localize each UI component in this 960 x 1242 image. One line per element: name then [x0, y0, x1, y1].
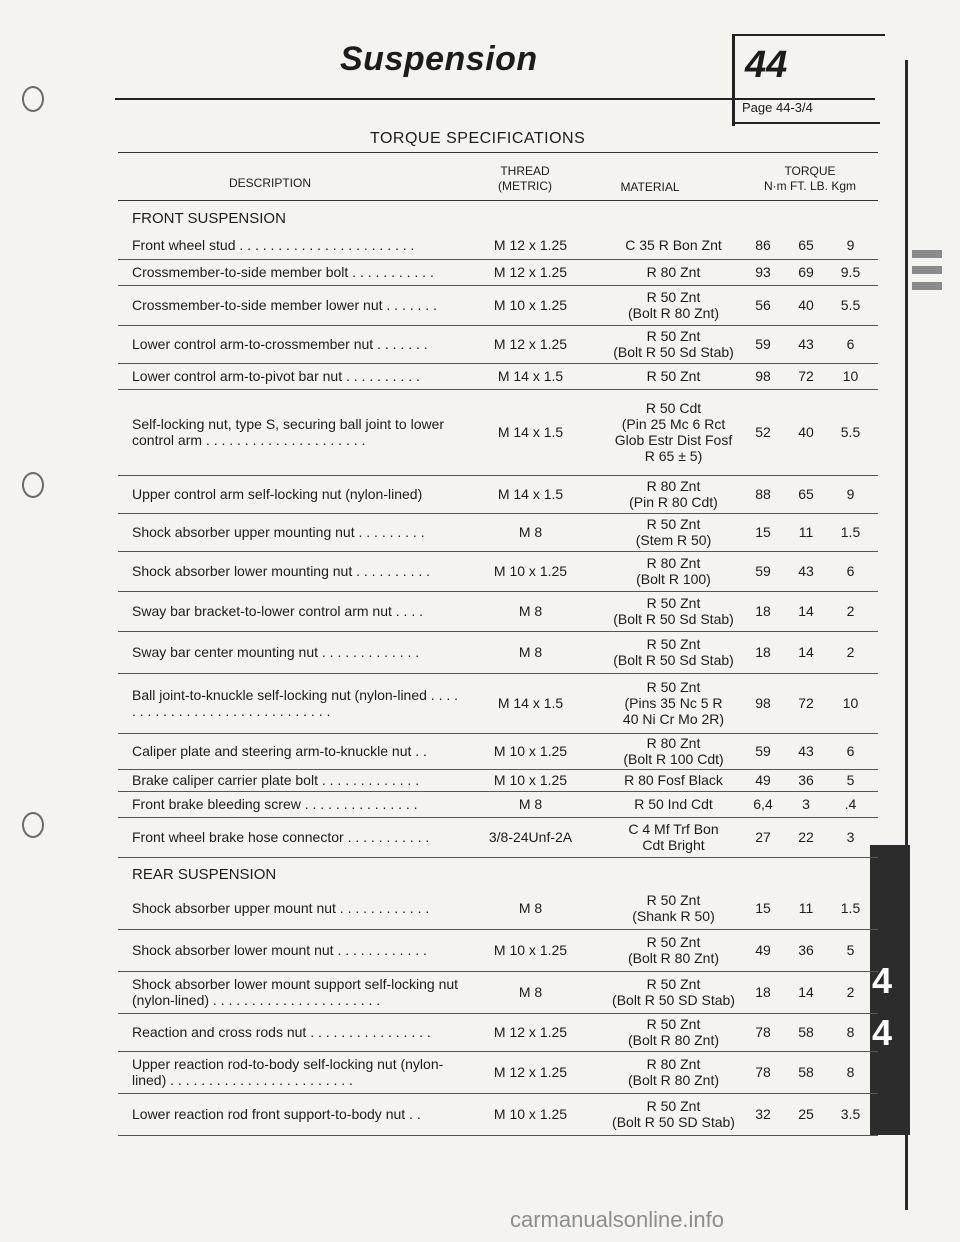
- table-title: TORQUE SPECIFICATIONS: [370, 130, 586, 147]
- table-row: [118, 674, 878, 734]
- torque-ftlb-cell: 36: [798, 772, 814, 788]
- row-divider: [118, 857, 878, 858]
- torque-kgm-cell: 2: [846, 984, 855, 1000]
- torque-kgm-cell: 2: [846, 603, 855, 619]
- torque-kgm-cell: 5.5: [840, 297, 861, 313]
- table-row: [118, 1094, 878, 1136]
- material-cell: R 50 Znt: [646, 368, 701, 384]
- description-cell: Sway bar bracket-to-lower control arm nut . . . .: [132, 603, 423, 619]
- thumb-tab-number: 4: [872, 960, 893, 1001]
- header-bottom-rule: [118, 200, 878, 201]
- thread-cell: M 14 x 1.5: [497, 368, 564, 384]
- torque-ftlb-cell: 3: [802, 796, 810, 812]
- thread-cell: M 10 x 1.25: [493, 772, 568, 788]
- section-heading-front: FRONT SUSPENSION: [132, 210, 286, 227]
- torque-ftlb-cell: 43: [798, 563, 814, 579]
- watermark: carmanualsonline.info: [510, 1207, 725, 1232]
- material-cell: R 80 Znt (Bolt R 100): [636, 555, 711, 587]
- material-cell: R 80 Znt: [646, 264, 701, 280]
- description-cell: Front wheel stud . . . . . . . . . . . . . . . . . . . . . . .: [132, 237, 415, 253]
- torque-kgm-cell: 8: [846, 1024, 855, 1040]
- material-cell: R 50 Znt (Stem R 50): [635, 516, 712, 548]
- description-cell: Lower reaction rod front support-to-body nut . .: [132, 1106, 421, 1122]
- material-cell: R 50 Znt (Bolt R 80 Znt): [627, 1016, 720, 1048]
- torque-nm-cell: 18: [755, 603, 771, 619]
- description-cell: Shock absorber upper mounting nut . . . . . . . . .: [132, 524, 425, 540]
- material-cell: R 50 Znt (Bolt R 50 Sd Stab): [613, 636, 734, 668]
- side-index-mark: [912, 266, 942, 274]
- page-reference: Page 44-3/4: [742, 100, 813, 115]
- thread-cell: M 8: [518, 984, 543, 1000]
- thread-cell: M 10 x 1.25: [493, 743, 568, 759]
- description-cell: Upper control arm self-locking nut (nylon-lined): [132, 486, 423, 502]
- torque-nm-cell: 18: [755, 984, 771, 1000]
- torque-kgm-cell: 2: [846, 644, 855, 660]
- description-cell: Crossmember-to-side member bolt . . . . . . . . . . .: [132, 264, 434, 280]
- torque-nm-cell: 59: [755, 743, 771, 759]
- description-cell: Ball joint-to-knuckle self-locking nut (nylon-lined . . . . . . . . . . . . . . . . . . . . . . . . . . . . . .: [132, 687, 459, 719]
- torque-ftlb-cell: 43: [798, 743, 814, 759]
- torque-nm-cell: 59: [755, 563, 771, 579]
- column-header-thread: THREAD (METRIC): [498, 164, 552, 193]
- material-cell: C 4 Mf Trf Bon Cdt Bright: [628, 821, 719, 853]
- binder-hole-top: [22, 86, 44, 112]
- table-row: [118, 770, 878, 792]
- table-row: [118, 972, 878, 1014]
- thread-cell: 3/8-24Unf-2A: [488, 829, 573, 845]
- material-cell: R 50 Znt (Bolt R 80 Znt): [627, 934, 720, 966]
- thread-cell: M 10 x 1.25: [493, 563, 568, 579]
- thumb-tab-number: 4: [872, 1012, 893, 1053]
- description-cell: Upper reaction rod-to-body self-locking nut (nylon-lined) . . . . . . . . . . . . . . . . . . . . . . . .: [132, 1056, 444, 1088]
- torque-kgm-cell: 3: [846, 829, 855, 845]
- table-row: [118, 592, 878, 632]
- torque-nm-cell: 98: [755, 695, 771, 711]
- material-cell: C 35 R Bon Znt: [625, 237, 722, 253]
- torque-nm-cell: 98: [755, 368, 771, 384]
- torque-ftlb-cell: 14: [798, 603, 814, 619]
- material-cell: R 50 Ind Cdt: [634, 796, 713, 812]
- table-row: [118, 390, 878, 476]
- material-cell: R 50 Znt (Pins 35 Nc 5 R 40 Ni Cr Mo 2R): [622, 679, 725, 727]
- description-cell: Crossmember-to-side member lower nut . . . . . . .: [132, 297, 437, 313]
- torque-ftlb-cell: 69: [798, 264, 814, 280]
- table-row: [118, 286, 878, 326]
- torque-kgm-cell: 10: [842, 695, 859, 711]
- torque-kgm-cell: 10: [842, 368, 859, 384]
- torque-ftlb-cell: 65: [798, 486, 814, 502]
- torque-ftlb-cell: 22: [798, 829, 814, 845]
- side-index-mark: [912, 250, 942, 258]
- torque-kgm-cell: 1.5: [840, 524, 861, 540]
- description-cell: Lower control arm-to-crossmember nut . . . . . . .: [132, 336, 428, 352]
- torque-ftlb-cell: 40: [798, 297, 814, 313]
- table-row: [118, 232, 878, 260]
- description-cell: Lower control arm-to-pivot bar nut . . . . . . . . . .: [132, 368, 420, 384]
- torque-kgm-cell: 6: [846, 743, 855, 759]
- torque-nm-cell: 59: [755, 336, 771, 352]
- torque-nm-cell: 56: [755, 297, 771, 313]
- torque-kgm-cell: 6: [846, 336, 855, 352]
- torque-ftlb-cell: 11: [798, 900, 814, 916]
- thread-cell: M 12 x 1.25: [493, 264, 568, 280]
- binder-hole-middle: [22, 472, 44, 498]
- side-index-mark: [912, 282, 942, 290]
- torque-ftlb-cell: 36: [798, 942, 814, 958]
- torque-nm-cell: 32: [755, 1106, 771, 1122]
- torque-nm-cell: 86: [755, 237, 771, 253]
- torque-kgm-cell: 8: [846, 1064, 855, 1080]
- table-row: [118, 326, 878, 364]
- table-row: [118, 818, 878, 858]
- torque-kgm-cell: 6: [846, 563, 855, 579]
- thread-cell: M 14 x 1.5: [497, 424, 564, 440]
- torque-nm-cell: 78: [755, 1064, 771, 1080]
- torque-ftlb-cell: 14: [798, 984, 814, 1000]
- torque-ftlb-cell: 14: [798, 644, 814, 660]
- torque-kgm-cell: 9: [846, 486, 855, 502]
- torque-nm-cell: 18: [755, 644, 771, 660]
- torque-nm-cell: 49: [755, 942, 771, 958]
- thread-cell: M 10 x 1.25: [493, 1106, 568, 1122]
- thread-cell: M 12 x 1.25: [493, 1024, 568, 1040]
- thread-cell: M 12 x 1.25: [493, 237, 568, 253]
- thread-cell: M 8: [518, 796, 543, 812]
- thread-cell: M 12 x 1.25: [493, 336, 568, 352]
- title-rule: [118, 152, 878, 153]
- column-header-torque: TORQUE N·m FT. LB. Kgm: [763, 164, 856, 193]
- thread-cell: M 14 x 1.5: [497, 695, 564, 711]
- torque-kgm-cell: 9: [846, 237, 855, 253]
- torque-kgm-cell: 5.5: [840, 424, 861, 440]
- description-cell: Front brake bleeding screw . . . . . . . . . . . . . . .: [132, 796, 418, 812]
- torque-kgm-cell: 1.5: [840, 900, 861, 916]
- section-number: 44: [745, 44, 788, 86]
- torque-nm-cell: 15: [755, 524, 771, 540]
- material-cell: R 80 Znt (Pin R 80 Cdt): [629, 478, 718, 510]
- torque-nm-cell: 15: [755, 900, 771, 916]
- torque-nm-cell: 78: [755, 1024, 771, 1040]
- table-row: [118, 1014, 878, 1052]
- thread-cell: M 8: [518, 900, 543, 916]
- page-title: Suspension: [340, 40, 538, 78]
- table-row: [118, 364, 878, 390]
- torque-nm-cell: 6,4: [753, 796, 773, 812]
- torque-nm-cell: 49: [755, 772, 771, 788]
- table-row: [118, 632, 878, 674]
- row-divider: [118, 1135, 878, 1136]
- material-cell: R 80 Fosf Black: [624, 772, 723, 788]
- material-cell: R 80 Znt (Bolt R 80 Znt): [627, 1056, 720, 1088]
- description-cell: Front wheel brake hose connector . . . . . . . . . . .: [132, 829, 430, 845]
- description-cell: Shock absorber upper mount nut . . . . . . . . . . . .: [132, 900, 430, 916]
- torque-nm-cell: 52: [755, 424, 771, 440]
- torque-kgm-cell: 9.5: [840, 264, 861, 280]
- column-header-description: DESCRIPTION: [228, 176, 311, 190]
- torque-ftlb-cell: 72: [798, 695, 814, 711]
- thread-cell: M 8: [518, 524, 543, 540]
- torque-kgm-cell: 3.5: [840, 1106, 861, 1122]
- material-cell: R 50 Znt (Shank R 50): [632, 892, 715, 924]
- table-row: [118, 792, 878, 818]
- torque-nm-cell: 93: [755, 264, 771, 280]
- torque-ftlb-cell: 58: [798, 1024, 814, 1040]
- material-cell: R 50 Znt (Bolt R 50 SD Stab): [612, 1098, 735, 1130]
- description-cell: Self-locking nut, type S, securing ball joint to lower control arm . . . . . . . . . . . . . . . . . . . . .: [132, 416, 445, 448]
- table-row: [118, 734, 878, 770]
- description-cell: Caliper plate and steering arm-to-knuckle nut . .: [132, 743, 427, 759]
- thread-cell: M 8: [518, 603, 543, 619]
- torque-kgm-cell: 5: [846, 772, 855, 788]
- torque-ftlb-cell: 40: [798, 424, 814, 440]
- table-row: [118, 552, 878, 592]
- table-row: [118, 476, 878, 514]
- description-cell: Brake caliper carrier plate bolt . . . . . . . . . . . . .: [132, 772, 420, 788]
- thread-cell: M 12 x 1.25: [493, 1064, 568, 1080]
- material-cell: R 80 Znt (Bolt R 100 Cdt): [623, 735, 724, 767]
- material-cell: R 50 Cdt (Pin 25 Mc 6 Rct Glob Estr Dist Fosf R 65 ± 5): [614, 400, 733, 464]
- description-cell: Shock absorber lower mount support self-locking nut (nylon-lined) . . . . . . . . . . . . . . . . . . . . . .: [132, 976, 459, 1008]
- material-cell: R 50 Znt (Bolt R 50 Sd Stab): [613, 595, 734, 627]
- thread-cell: M 14 x 1.5: [497, 486, 564, 502]
- material-cell: R 50 Znt (Bolt R 50 SD Stab): [612, 976, 735, 1008]
- description-cell: Reaction and cross rods nut . . . . . . . . . . . . . . . .: [132, 1024, 431, 1040]
- torque-ftlb-cell: 43: [798, 336, 814, 352]
- thread-cell: M 8: [518, 644, 543, 660]
- table-row: [118, 930, 878, 972]
- table-row: [118, 514, 878, 552]
- table-row: [118, 1052, 878, 1094]
- torque-ftlb-cell: 25: [798, 1106, 814, 1122]
- torque-ftlb-cell: 65: [798, 237, 814, 253]
- description-cell: Shock absorber lower mount nut . . . . . . . . . . . .: [132, 942, 427, 958]
- torque-ftlb-cell: 58: [798, 1064, 814, 1080]
- section-heading-rear: REAR SUSPENSION: [132, 866, 277, 883]
- description-cell: Sway bar center mounting nut . . . . . . . . . . . . .: [132, 644, 420, 660]
- torque-ftlb-cell: 11: [798, 524, 814, 540]
- thread-cell: M 10 x 1.25: [493, 942, 568, 958]
- table-row: [118, 260, 878, 286]
- description-cell: Shock absorber lower mounting nut . . . . . . . . . .: [132, 563, 431, 579]
- torque-kgm-cell: .4: [844, 796, 857, 812]
- thread-cell: M 10 x 1.25: [493, 297, 568, 313]
- torque-nm-cell: 27: [755, 829, 771, 845]
- torque-nm-cell: 88: [755, 486, 771, 502]
- torque-kgm-cell: 5: [846, 942, 855, 958]
- binder-hole-bottom: [22, 812, 44, 838]
- material-cell: R 50 Znt (Bolt R 50 Sd Stab): [613, 328, 734, 360]
- material-cell: R 50 Znt (Bolt R 80 Znt): [627, 289, 720, 321]
- torque-ftlb-cell: 72: [798, 368, 814, 384]
- table-row: [118, 888, 878, 930]
- page-ref-rule: [735, 122, 880, 124]
- column-header-material: MATERIAL: [620, 180, 680, 194]
